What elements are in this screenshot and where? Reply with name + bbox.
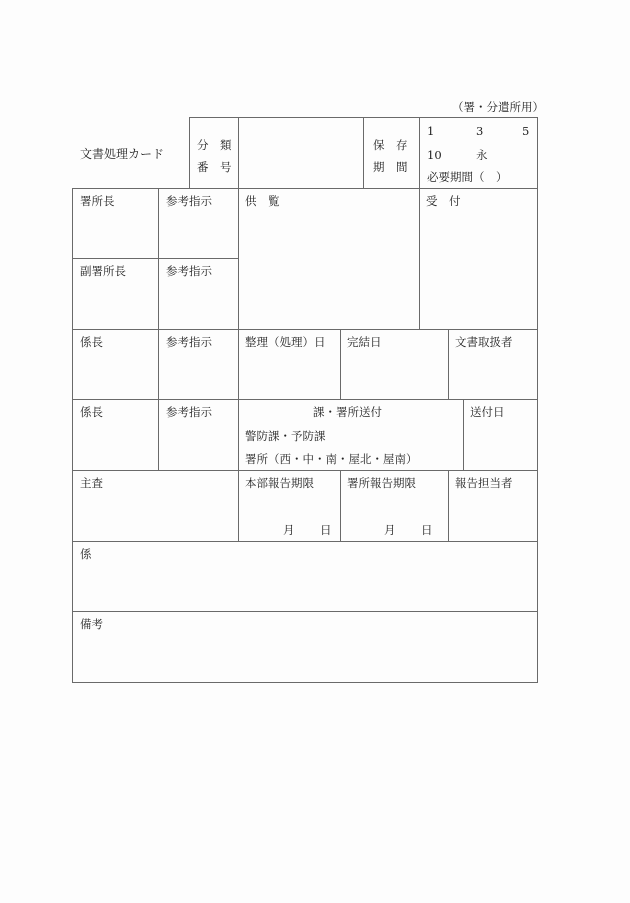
divider [72, 399, 538, 400]
retention-label-line2: 期 間 [373, 160, 408, 174]
form-title: 文書処理カード [80, 147, 165, 161]
retention-option-5[interactable]: 5 [522, 124, 530, 138]
divider [72, 329, 538, 330]
hq-day-label: 日 [320, 523, 332, 537]
chief-label: 係長 [80, 405, 103, 419]
chief-label: 係長 [80, 335, 103, 349]
reference-instruction-label: 参考指示 [166, 194, 212, 208]
divider [72, 611, 538, 612]
divider [419, 188, 420, 329]
remarks-label: 備考 [80, 617, 103, 631]
dispatch-date-label: 送付日 [470, 405, 505, 419]
divider [340, 329, 341, 399]
reference-instruction-label: 参考指示 [166, 264, 212, 278]
reception-label: 受 付 [426, 194, 461, 208]
staff-label: 係 [80, 547, 92, 561]
retention-label-line1: 保 存 [373, 138, 408, 152]
divider [448, 329, 449, 399]
divider [72, 541, 538, 542]
divider [448, 470, 449, 541]
station-day-label: 日 [421, 523, 433, 537]
dispatch-header-label: 課・署所送付 [313, 405, 382, 419]
divider [72, 470, 538, 471]
dispatch-option-sections[interactable]: 警防課・予防課 [245, 429, 326, 443]
hq-report-deadline-label: 本部報告期限 [245, 476, 314, 490]
divider [238, 470, 239, 541]
retention-option-permanent[interactable]: 永 [476, 148, 488, 162]
table-border [72, 188, 538, 189]
hq-month-label: 月 [283, 523, 295, 537]
table-border [72, 188, 73, 682]
completion-date-label: 完結日 [347, 335, 382, 349]
divider [189, 117, 190, 188]
divider [238, 188, 239, 329]
retention-option-10[interactable]: 10 [427, 148, 442, 162]
document-handler-label: 文書取扱者 [455, 335, 513, 349]
reference-instruction-label: 参考指示 [166, 335, 212, 349]
deputy-station-chief-label: 副署所長 [80, 264, 126, 278]
divider [363, 117, 364, 188]
divider [419, 117, 420, 188]
reference-instruction-label: 参考指示 [166, 405, 212, 419]
divider [72, 258, 238, 259]
divider [158, 329, 159, 399]
usage-note: （署・分遣所用） [452, 100, 544, 114]
table-border [72, 682, 538, 683]
supervisor-label: 主査 [80, 476, 103, 490]
retention-required-period[interactable]: 必要期間（ ） [427, 170, 508, 184]
station-chief-label: 署所長 [80, 194, 115, 208]
classification-number-field[interactable] [239, 118, 363, 188]
divider [463, 399, 464, 470]
retention-option-3[interactable]: 3 [476, 124, 484, 138]
divider [158, 399, 159, 470]
processing-date-label: 整理（処理）日 [245, 335, 326, 349]
classification-label-line1: 分 類 [197, 138, 232, 152]
divider [238, 329, 239, 399]
dispatch-option-stations[interactable]: 署所（西・中・南・屋北・屋南） [245, 452, 418, 466]
divider [340, 470, 341, 541]
divider [238, 399, 239, 470]
station-month-label: 月 [384, 523, 396, 537]
report-person-label: 報告担当者 [455, 476, 513, 490]
retention-option-1[interactable]: 1 [427, 124, 435, 138]
classification-label-line2: 番 号 [197, 160, 232, 174]
station-report-deadline-label: 署所報告期限 [347, 476, 416, 490]
circulation-label: 供 覧 [245, 194, 280, 208]
